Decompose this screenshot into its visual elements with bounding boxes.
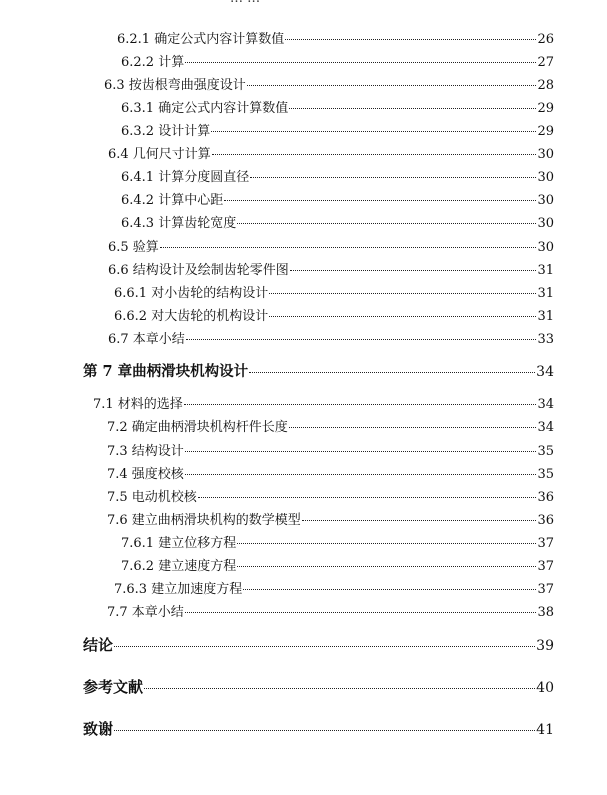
toc-entry-title: 7.7 本章小结 <box>107 605 184 620</box>
toc-entry[interactable] <box>121 101 554 117</box>
toc-entry-page: 37 <box>537 536 554 551</box>
dot-leader <box>186 339 537 340</box>
dot-leader <box>285 39 536 40</box>
toc-entry[interactable] <box>121 559 554 575</box>
toc-entry-title: 第 7 章曲柄滑块机构设计 <box>83 363 249 380</box>
dot-leader <box>144 688 535 689</box>
toc-entry[interactable] <box>107 490 554 506</box>
toc-entry-page: 35 <box>537 467 554 482</box>
toc-entry-page: 37 <box>537 559 554 574</box>
toc-entry[interactable] <box>121 55 554 71</box>
toc-entry-title: 6.7 本章小结 <box>108 332 185 347</box>
dot-leader <box>290 270 537 271</box>
dot-leader <box>160 247 537 248</box>
toc-entry[interactable] <box>121 124 554 140</box>
toc-entry[interactable] <box>107 420 554 436</box>
toc-entry[interactable] <box>121 536 554 552</box>
toc-major-entry[interactable] <box>83 721 554 738</box>
toc-entry-title: 6.4.3 计算齿轮宽度 <box>121 216 237 231</box>
toc-entry-title: 6.5 验算 <box>108 240 159 255</box>
dot-leader <box>249 372 535 373</box>
toc-chapter-entry[interactable] <box>83 364 554 380</box>
toc-entry-title: 参考文献 <box>83 678 144 696</box>
toc-entry[interactable] <box>104 78 554 94</box>
dot-leader <box>237 223 536 224</box>
dot-leader <box>185 612 537 613</box>
toc-entry-title: 6.6.2 对大齿轮的机构设计 <box>114 309 269 324</box>
toc-entry-page: 30 <box>537 193 554 208</box>
toc-entry-title: 7.1 材料的选择 <box>93 397 183 412</box>
toc-entry-page: 29 <box>537 124 554 139</box>
toc-entry-title: 6.3.2 设计计算 <box>121 124 211 139</box>
dot-leader <box>211 131 536 132</box>
toc-entry-title: 6.4.2 计算中心距 <box>121 193 224 208</box>
toc-entry-page: 30 <box>537 147 554 162</box>
dot-leader <box>269 293 536 294</box>
toc-entry[interactable] <box>117 32 554 48</box>
toc-entry-page: 31 <box>537 286 554 301</box>
toc-entry[interactable] <box>114 286 554 302</box>
toc-entry-title: 6.3 按齿根弯曲强度设计 <box>104 78 246 93</box>
dot-leader <box>185 474 537 475</box>
toc-entry-title: 6.6 结构设计及绘制齿轮零件图 <box>108 263 289 278</box>
toc-entry-page: 28 <box>537 78 554 93</box>
toc-entry[interactable] <box>108 240 554 256</box>
toc-entry-title: 7.6.1 建立位移方程 <box>121 536 237 551</box>
toc-entry-page: 30 <box>537 170 554 185</box>
toc-entry[interactable] <box>107 444 554 460</box>
toc-major-entry[interactable] <box>83 679 554 696</box>
toc-entry-page: 36 <box>537 490 554 505</box>
toc-entry-title: 致谢 <box>83 720 114 738</box>
dot-leader <box>243 589 536 590</box>
toc-entry-title: 6.3.1 确定公式内容计算数值 <box>121 101 289 116</box>
toc-entry-page: 38 <box>537 605 554 620</box>
dot-leader <box>198 497 537 498</box>
toc-entry-page: 34 <box>537 397 554 412</box>
dot-leader <box>212 154 537 155</box>
dot-leader <box>289 108 536 109</box>
toc-entry-page: 34 <box>536 364 554 380</box>
toc-entry-page: 36 <box>537 513 554 528</box>
toc-entry-title: 结论 <box>83 636 114 654</box>
dot-leader <box>224 200 536 201</box>
toc-entry[interactable] <box>107 467 554 483</box>
toc-entry-title: 7.6.3 建立加速度方程 <box>114 582 243 597</box>
page-header-fragment <box>230 0 260 6</box>
dot-leader <box>247 85 537 86</box>
dot-leader <box>184 404 537 405</box>
dot-leader <box>237 543 536 544</box>
toc-entry-title: 7.5 电动机校核 <box>107 490 197 505</box>
toc-entry-page: 41 <box>536 722 554 738</box>
toc-entry-title: 7.3 结构设计 <box>107 444 184 459</box>
toc-entry-page: 31 <box>537 309 554 324</box>
toc-entry-page: 33 <box>537 332 554 347</box>
toc-entry-title: 7.4 强度校核 <box>107 467 184 482</box>
toc-entry-title: 7.2 确定曲柄滑块机构杆件长度 <box>107 420 288 435</box>
toc-entry-page: 35 <box>537 444 554 459</box>
toc-entry-title: 7.6 建立曲柄滑块机构的数学模型 <box>107 513 301 528</box>
toc-entry-page: 30 <box>537 216 554 231</box>
toc-entry-page: 30 <box>537 240 554 255</box>
toc-entry[interactable] <box>121 216 554 232</box>
toc-entry-title: 6.2.1 确定公式内容计算数值 <box>117 32 285 47</box>
dot-leader <box>250 177 536 178</box>
toc-entry-page: 26 <box>537 32 554 47</box>
dot-leader <box>114 730 535 731</box>
toc-entry-title: 6.6.1 对小齿轮的结构设计 <box>114 286 269 301</box>
toc-entry[interactable] <box>107 605 554 621</box>
dot-leader <box>289 427 537 428</box>
dot-leader <box>185 451 537 452</box>
toc-entry-title: 6.4.1 计算分度圆直径 <box>121 170 250 185</box>
toc-entry-page: 34 <box>537 420 554 435</box>
toc-entry[interactable] <box>93 397 554 413</box>
toc-major-entry[interactable] <box>83 637 554 654</box>
toc-entry[interactable] <box>107 513 554 529</box>
toc-entry-page: 40 <box>536 680 554 696</box>
toc-entry[interactable] <box>121 193 554 209</box>
toc-entry-page: 37 <box>537 582 554 597</box>
toc-entry[interactable] <box>108 263 554 279</box>
dot-leader <box>114 646 535 647</box>
dot-leader <box>302 520 537 521</box>
toc-entry-page: 29 <box>537 101 554 116</box>
toc-entry[interactable] <box>108 332 554 348</box>
toc-entry-page: 31 <box>537 263 554 278</box>
toc-entry[interactable] <box>108 147 554 163</box>
toc-entry-page: 27 <box>537 55 554 70</box>
dot-leader <box>237 566 536 567</box>
toc-entry[interactable] <box>114 309 554 325</box>
dot-leader <box>269 316 536 317</box>
toc-entry-title: 7.6.2 建立速度方程 <box>121 559 237 574</box>
toc-entry[interactable] <box>121 170 554 186</box>
toc-entry-page: 39 <box>536 638 554 654</box>
toc-entry[interactable] <box>114 582 554 598</box>
toc-entry-title: 6.2.2 计算 <box>121 55 185 70</box>
toc-entry-title: 6.4 几何尺寸计算 <box>108 147 211 162</box>
dot-leader <box>185 62 536 63</box>
